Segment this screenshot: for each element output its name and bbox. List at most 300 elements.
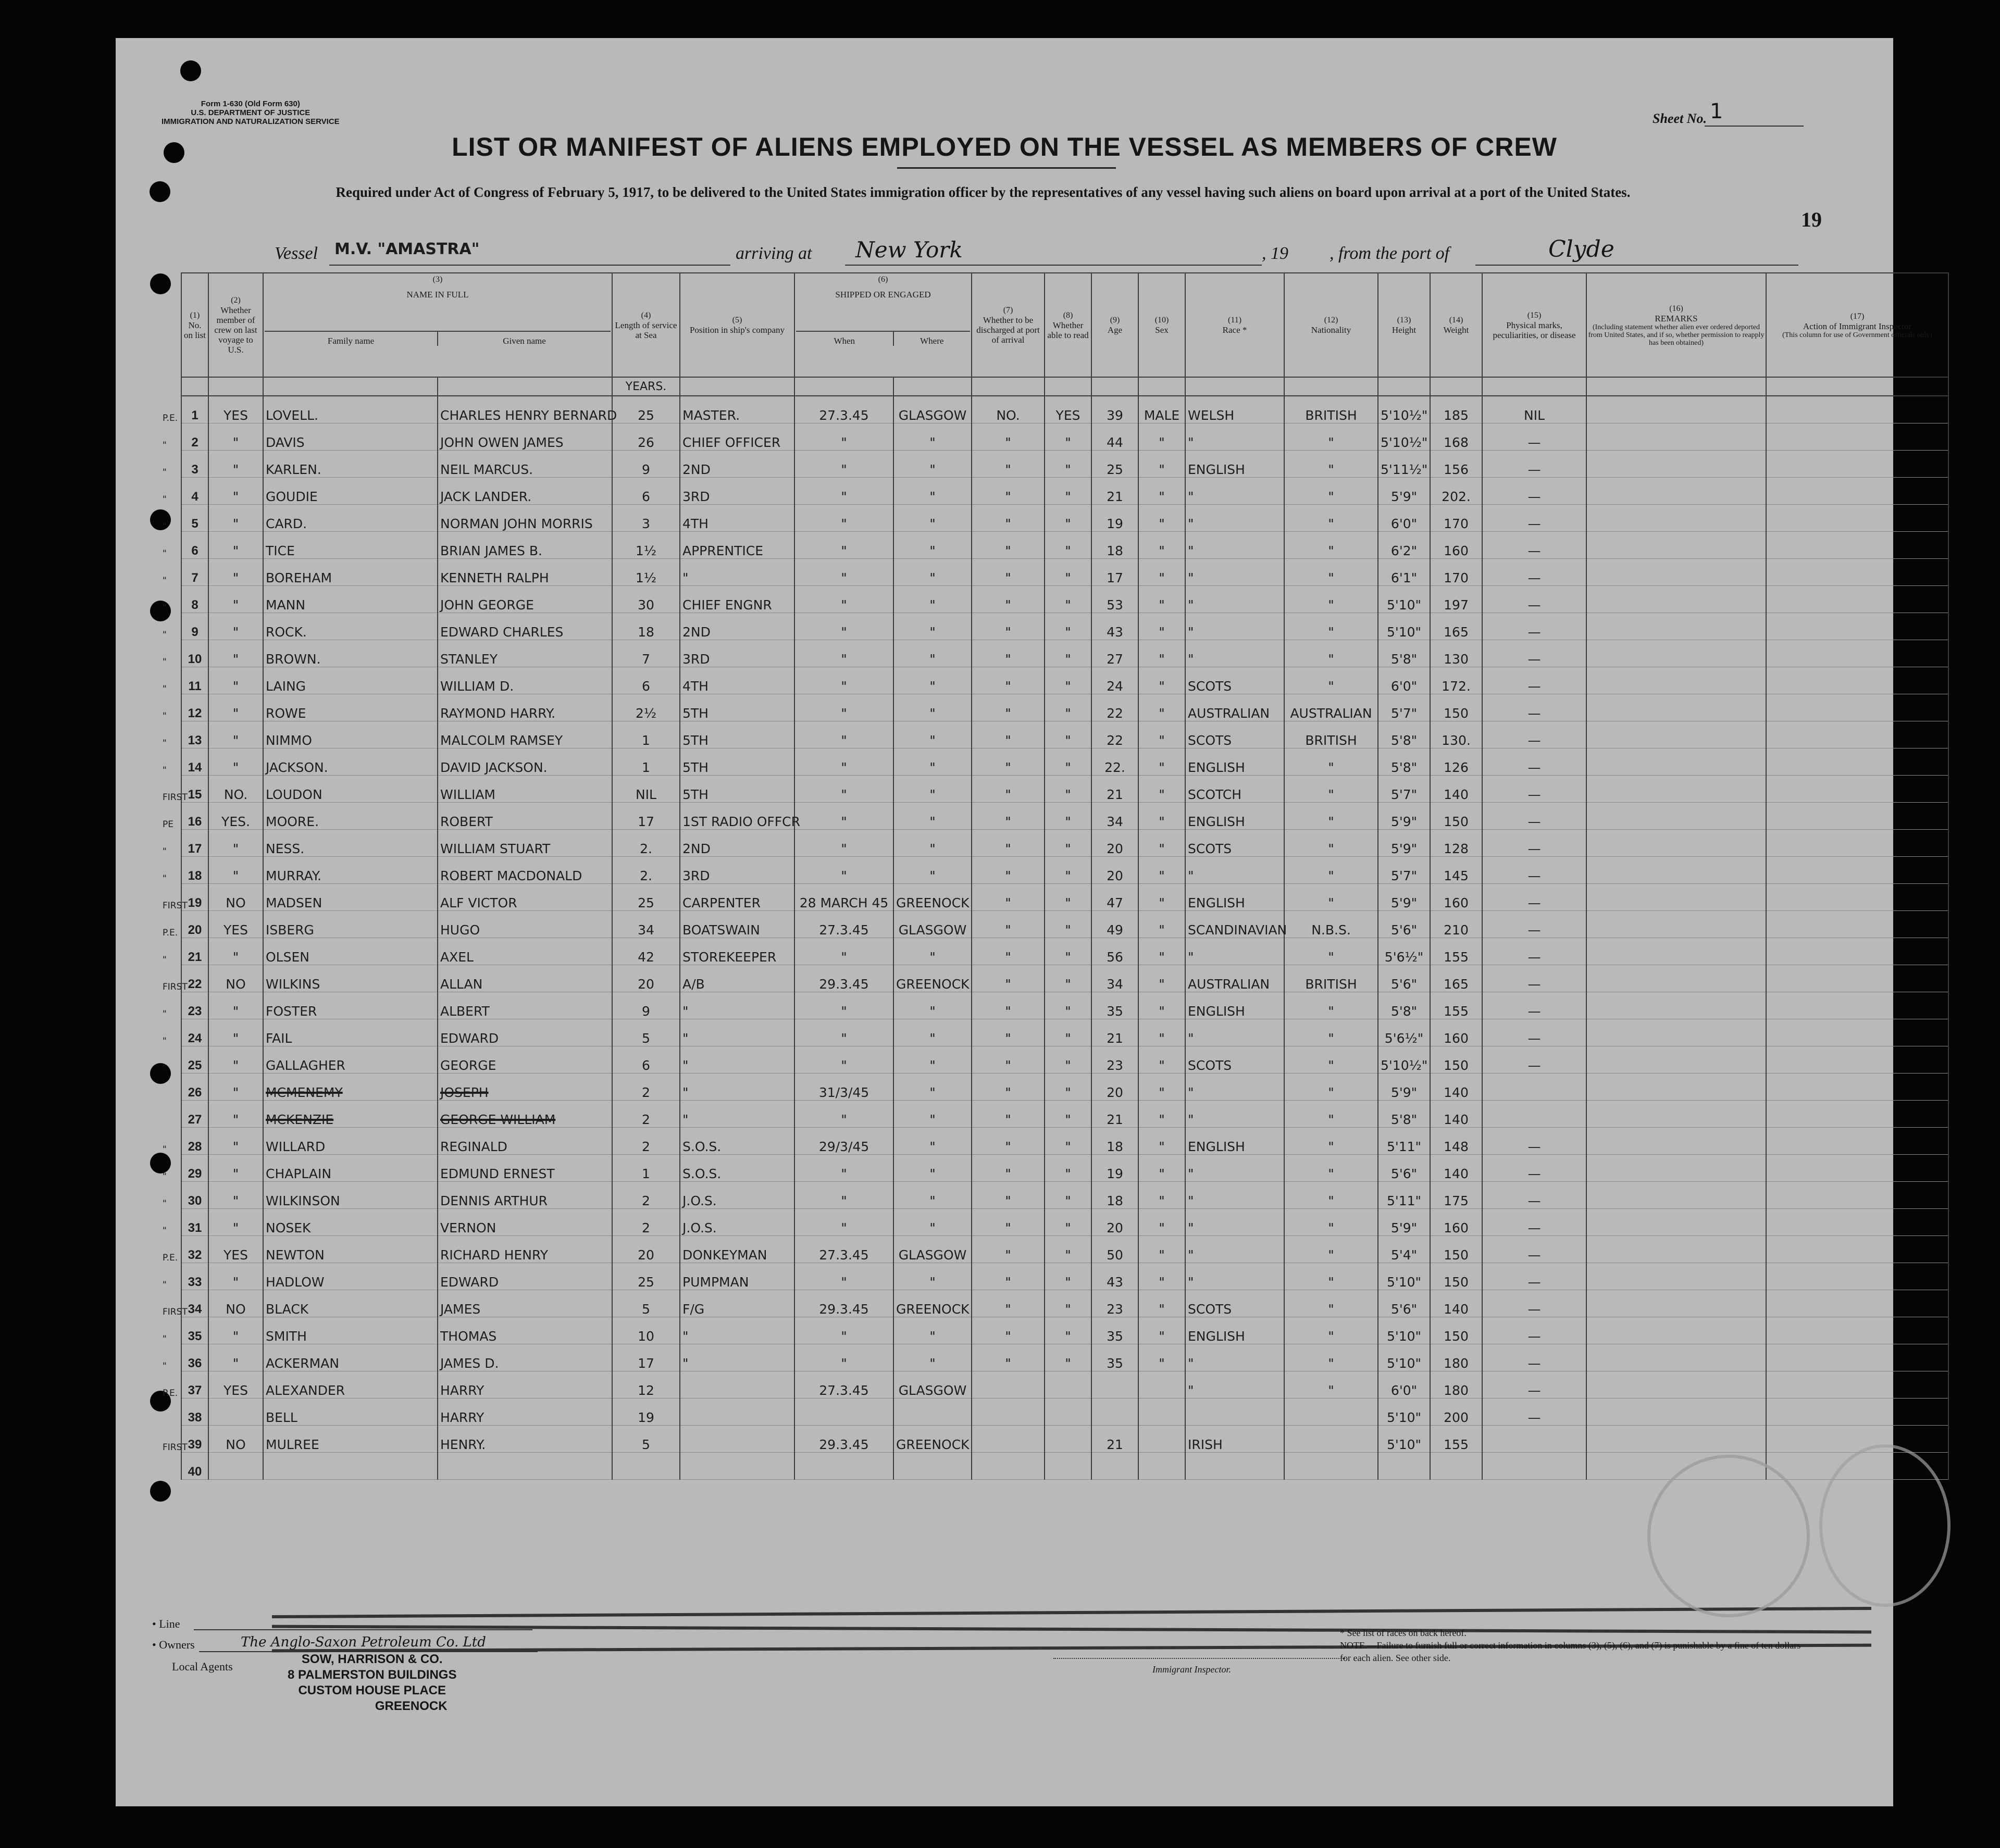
row-when: " (794, 992, 893, 1019)
agents-stamp: SOW, HARRISON & CO. 8 PALMERSTON BUILDINGS CUSTOM HOUSE PLACE GREENOCK (288, 1652, 457, 1713)
row-weight: 150 (1430, 803, 1482, 830)
row-race: " (1185, 613, 1284, 640)
crew-row (162, 559, 1948, 586)
row-discharged: " (972, 830, 1045, 857)
crew-row (162, 451, 1948, 478)
row-family-name: WILKINS (263, 965, 438, 992)
row-given-name: STANLEY (438, 640, 612, 667)
row-sex: " (1138, 1155, 1185, 1182)
row-given-name: ROBERT (438, 803, 612, 830)
row-discharged: " (972, 667, 1045, 694)
row-race: " (1185, 586, 1284, 613)
row-member: " (208, 1344, 263, 1371)
crew-row (162, 1317, 1948, 1344)
row-height: 5'9" (1378, 830, 1430, 857)
row-mark (162, 1399, 181, 1426)
sheet-no-value: 1 (1710, 99, 1723, 123)
row-no: 35 (181, 1317, 208, 1344)
row-given-name: HENRY. (438, 1426, 612, 1453)
row-height: 5'10" (1378, 586, 1430, 613)
crew-row (162, 992, 1948, 1019)
row-race: " (1185, 640, 1284, 667)
crew-row (162, 748, 1948, 776)
row-nationality: " (1284, 1209, 1378, 1236)
row-race: " (1185, 1209, 1284, 1236)
form-identifier (162, 99, 340, 126)
row-position: 2ND (680, 613, 794, 640)
header-race: (11) Race * (1185, 273, 1284, 377)
row-weight: 202. (1430, 478, 1482, 505)
row-no: 40 (181, 1453, 208, 1480)
row-race: ENGLISH (1185, 1317, 1284, 1344)
row-action (1766, 1263, 1948, 1290)
row-given-name (438, 1453, 612, 1480)
row-service: 1½ (612, 532, 680, 559)
row-nationality: " (1284, 1182, 1378, 1209)
row-where: " (893, 694, 972, 721)
row-when (794, 1399, 893, 1426)
row-given-name: EDMUND ERNEST (438, 1155, 612, 1182)
row-remarks (1586, 559, 1766, 586)
row-sex: " (1138, 857, 1185, 884)
header-position: (5) Position in ship's company (680, 273, 794, 377)
row-family-name: WILLARD (263, 1128, 438, 1155)
row-age: 18 (1091, 1128, 1138, 1155)
row-action (1766, 559, 1948, 586)
row-height: 5'7" (1378, 776, 1430, 803)
row-mark: " (162, 1046, 181, 1073)
row-nationality: " (1284, 586, 1378, 613)
row-member: " (208, 938, 263, 965)
row-weight: 210 (1430, 911, 1482, 938)
row-race (1185, 1399, 1284, 1426)
row-no: 14 (181, 748, 208, 776)
row-height: 5'8" (1378, 748, 1430, 776)
row-physical: — (1482, 992, 1586, 1019)
row-when: " (794, 721, 893, 748)
row-member: " (208, 1182, 263, 1209)
row-weight: 145 (1430, 857, 1482, 884)
crew-row (162, 721, 1948, 748)
row-height: 5'6½" (1378, 1019, 1430, 1046)
row-mark: " (162, 1182, 181, 1209)
row-no: 3 (181, 451, 208, 478)
row-no: 24 (181, 1019, 208, 1046)
row-weight: 175 (1430, 1182, 1482, 1209)
row-given-name: JACK LANDER. (438, 478, 612, 505)
row-mark: P.E. (162, 1371, 181, 1399)
row-race: SCOTS (1185, 667, 1284, 694)
row-given-name: WILLIAM STUART (438, 830, 612, 857)
row-given-name: NEIL MARCUS. (438, 451, 612, 478)
row-race: WELSH (1185, 396, 1284, 423)
row-when: " (794, 586, 893, 613)
row-service (612, 1453, 680, 1480)
row-remarks (1586, 478, 1766, 505)
row-given-name: KENNETH RALPH (438, 559, 612, 586)
row-sex: " (1138, 505, 1185, 532)
row-no: 33 (181, 1263, 208, 1290)
row-read: " (1045, 640, 1091, 667)
row-service: 30 (612, 586, 680, 613)
row-mark: " (162, 1155, 181, 1182)
row-family-name: ACKERMAN (263, 1344, 438, 1371)
row-sex: " (1138, 613, 1185, 640)
header-given-name: Given name (503, 336, 546, 346)
row-member: " (208, 505, 263, 532)
service-name: IMMIGRATION AND NATURALIZATION SERVICE (162, 117, 340, 126)
department-name: U.S. DEPARTMENT OF JUSTICE (191, 108, 310, 117)
row-family-name: CARD. (263, 505, 438, 532)
row-physical: — (1482, 911, 1586, 938)
row-member: " (208, 586, 263, 613)
row-where: " (893, 667, 972, 694)
row-weight: 155 (1430, 992, 1482, 1019)
row-nationality: " (1284, 857, 1378, 884)
row-where: " (893, 1019, 972, 1046)
row-where: GLASGOW (893, 1371, 972, 1399)
row-position: 5TH (680, 694, 794, 721)
row-no: 13 (181, 721, 208, 748)
row-where: " (893, 1317, 972, 1344)
arriving-port: New York (855, 237, 963, 263)
crew-row (162, 1209, 1948, 1236)
row-discharged: " (972, 857, 1045, 884)
row-height: 5'6" (1378, 1290, 1430, 1317)
row-when: " (794, 748, 893, 776)
header-discharged: (7) Whether to be discharged at port of arrival (972, 273, 1045, 377)
row-age: 23 (1091, 1046, 1138, 1073)
row-service: 26 (612, 423, 680, 451)
row-when: " (794, 640, 893, 667)
row-no: 26 (181, 1073, 208, 1101)
row-remarks (1586, 451, 1766, 478)
row-physical: — (1482, 1317, 1586, 1344)
row-member: " (208, 478, 263, 505)
header-name: (3) NAME IN FULL Family name Given name (263, 273, 612, 377)
row-discharged: " (972, 965, 1045, 992)
row-member: NO. (208, 776, 263, 803)
row-race: SCOTS (1185, 721, 1284, 748)
crew-row (162, 423, 1948, 451)
row-height: 5'10" (1378, 1399, 1430, 1426)
row-weight: 130 (1430, 640, 1482, 667)
row-physical (1482, 1101, 1586, 1128)
crew-row (162, 613, 1948, 640)
row-when: 29.3.45 (794, 965, 893, 992)
row-member: " (208, 721, 263, 748)
row-sex: " (1138, 1317, 1185, 1344)
row-position: 4TH (680, 505, 794, 532)
row-position (680, 1426, 794, 1453)
row-family-name: MOORE. (263, 803, 438, 830)
row-family-name: MCMENEMY (263, 1073, 438, 1101)
row-read: " (1045, 586, 1091, 613)
row-action (1766, 1182, 1948, 1209)
row-read: " (1045, 478, 1091, 505)
row-member: " (208, 667, 263, 694)
row-mark (162, 1101, 181, 1128)
row-action (1766, 1371, 1948, 1399)
row-nationality: " (1284, 1236, 1378, 1263)
row-member: NO (208, 1426, 263, 1453)
row-physical: — (1482, 857, 1586, 884)
row-action (1766, 965, 1948, 992)
row-given-name: CHARLES HENRY BERNARD (438, 396, 612, 423)
row-no: 38 (181, 1399, 208, 1426)
row-read: " (1045, 532, 1091, 559)
row-physical: — (1482, 532, 1586, 559)
row-discharged: " (972, 884, 1045, 911)
row-member: " (208, 451, 263, 478)
row-when: " (794, 776, 893, 803)
footer-line-label: • Line (152, 1617, 180, 1630)
row-where: GREENOCK (893, 884, 972, 911)
row-physical: — (1482, 505, 1586, 532)
row-height: 6'1" (1378, 559, 1430, 586)
row-member: " (208, 423, 263, 451)
row-service: 2½ (612, 694, 680, 721)
row-action (1766, 992, 1948, 1019)
row-where: " (893, 586, 972, 613)
row-race: ENGLISH (1185, 884, 1284, 911)
row-race: " (1185, 559, 1284, 586)
row-read: " (1045, 965, 1091, 992)
row-service: 34 (612, 911, 680, 938)
inspector-label: Immigrant Inspector. (1152, 1664, 1231, 1675)
years-label: YEARS. (612, 377, 680, 396)
row-member (208, 1399, 263, 1426)
row-mark: " (162, 1344, 181, 1371)
crew-row (162, 532, 1948, 559)
row-member: " (208, 830, 263, 857)
row-where: " (893, 1263, 972, 1290)
row-height: 6'0" (1378, 1371, 1430, 1399)
row-position: 4TH (680, 667, 794, 694)
row-sex: " (1138, 884, 1185, 911)
row-remarks (1586, 748, 1766, 776)
table-header (162, 273, 1948, 396)
row-physical: — (1482, 884, 1586, 911)
header-no: (1) No. on list (181, 273, 208, 377)
row-position: 3RD (680, 857, 794, 884)
row-family-name: ROCK. (263, 613, 438, 640)
row-when: " (794, 1101, 893, 1128)
row-no: 34 (181, 1290, 208, 1317)
header-nationality: (12) Nationality (1284, 273, 1378, 377)
crew-row (162, 884, 1948, 911)
row-discharged: " (972, 1155, 1045, 1182)
row-mark: " (162, 938, 181, 965)
row-weight: 180 (1430, 1371, 1482, 1399)
row-read: " (1045, 423, 1091, 451)
row-action (1766, 1290, 1948, 1317)
crew-table (162, 272, 1949, 1480)
row-when: 29.3.45 (794, 1290, 893, 1317)
row-nationality: " (1284, 532, 1378, 559)
row-where: " (893, 1182, 972, 1209)
row-member: " (208, 748, 263, 776)
row-when: " (794, 559, 893, 586)
form-number: Form 1-630 (Old Form 630) (201, 99, 300, 108)
row-given-name: WILLIAM D. (438, 667, 612, 694)
row-discharged: " (972, 938, 1045, 965)
row-weight: 170 (1430, 505, 1482, 532)
row-sex: " (1138, 721, 1185, 748)
row-discharged: " (972, 803, 1045, 830)
row-physical: — (1482, 1128, 1586, 1155)
row-physical: — (1482, 776, 1586, 803)
row-sex (1138, 1371, 1185, 1399)
official-seal-stamp (1647, 1455, 1810, 1617)
crew-row (162, 1128, 1948, 1155)
row-family-name: BOREHAM (263, 559, 438, 586)
crew-row (162, 830, 1948, 857)
row-nationality: " (1284, 1128, 1378, 1155)
row-physical: — (1482, 1263, 1586, 1290)
row-read: " (1045, 857, 1091, 884)
row-race: " (1185, 1101, 1284, 1128)
row-no: 2 (181, 423, 208, 451)
row-position (680, 1453, 794, 1480)
row-read: " (1045, 1128, 1091, 1155)
row-family-name: FAIL (263, 1019, 438, 1046)
row-height: 5'10" (1378, 1426, 1430, 1453)
row-service: 2 (612, 1073, 680, 1101)
row-remarks (1586, 1046, 1766, 1073)
row-height: 6'2" (1378, 532, 1430, 559)
row-weight: 140 (1430, 1073, 1482, 1101)
row-family-name: MURRAY. (263, 857, 438, 884)
row-physical: — (1482, 1209, 1586, 1236)
row-when: " (794, 1182, 893, 1209)
row-age: 22 (1091, 721, 1138, 748)
row-given-name: VERNON (438, 1209, 612, 1236)
row-weight: 130. (1430, 721, 1482, 748)
row-age: 21 (1091, 1019, 1138, 1046)
row-sex: " (1138, 1236, 1185, 1263)
row-where: " (893, 776, 972, 803)
row-where: GREENOCK (893, 965, 972, 992)
row-member: " (208, 1155, 263, 1182)
header-where: Where (920, 336, 944, 346)
row-action (1766, 1128, 1948, 1155)
row-member: " (208, 1128, 263, 1155)
row-no: 29 (181, 1155, 208, 1182)
row-when: " (794, 1317, 893, 1344)
row-sex: " (1138, 1128, 1185, 1155)
footer-notes (1340, 1627, 1809, 1664)
row-action (1766, 830, 1948, 857)
row-position: 5TH (680, 721, 794, 748)
row-no: 11 (181, 667, 208, 694)
crew-row (162, 1344, 1948, 1371)
row-mark: FIRST (162, 1290, 181, 1317)
row-mark: " (162, 586, 181, 613)
row-family-name: SMITH (263, 1317, 438, 1344)
row-service: 6 (612, 667, 680, 694)
row-where: " (893, 1101, 972, 1128)
arriving-line (845, 265, 1262, 266)
row-age: 22. (1091, 748, 1138, 776)
row-action (1766, 1344, 1948, 1371)
row-nationality: " (1284, 1073, 1378, 1101)
row-sex: " (1138, 938, 1185, 965)
row-given-name: ROBERT MACDONALD (438, 857, 612, 884)
row-mark: " (162, 1263, 181, 1290)
row-read: " (1045, 505, 1091, 532)
row-where: " (893, 505, 972, 532)
row-age: 25 (1091, 451, 1138, 478)
row-physical: — (1482, 423, 1586, 451)
row-when: " (794, 830, 893, 857)
row-position: 5TH (680, 776, 794, 803)
row-no: 6 (181, 532, 208, 559)
row-mark: " (162, 1019, 181, 1046)
row-race: " (1185, 1182, 1284, 1209)
row-sex: " (1138, 1101, 1185, 1128)
row-age: 17 (1091, 559, 1138, 586)
crew-row (162, 965, 1948, 992)
row-read: " (1045, 451, 1091, 478)
row-sex: " (1138, 776, 1185, 803)
crew-row (162, 1426, 1948, 1453)
row-nationality: " (1284, 1344, 1378, 1371)
crew-rows (162, 396, 1948, 1480)
row-read: " (1045, 721, 1091, 748)
row-remarks (1586, 1317, 1766, 1344)
row-sex: " (1138, 1344, 1185, 1371)
row-family-name: BROWN. (263, 640, 438, 667)
row-where: " (893, 1209, 972, 1236)
vessel-line (329, 265, 730, 266)
row-given-name: EDWARD (438, 1263, 612, 1290)
row-mark: FIRST (162, 776, 181, 803)
sheet-no-label: Sheet No. (1653, 111, 1707, 126)
row-weight: 150 (1430, 694, 1482, 721)
row-given-name: ALBERT (438, 992, 612, 1019)
row-action (1766, 423, 1948, 451)
row-no: 18 (181, 857, 208, 884)
row-discharged (972, 1399, 1045, 1426)
row-family-name: OLSEN (263, 938, 438, 965)
row-physical: — (1482, 803, 1586, 830)
row-service: 1 (612, 748, 680, 776)
row-weight: 150 (1430, 1263, 1482, 1290)
row-age (1091, 1399, 1138, 1426)
row-weight: 148 (1430, 1128, 1482, 1155)
row-where: " (893, 830, 972, 857)
row-service: 20 (612, 1236, 680, 1263)
row-no: 5 (181, 505, 208, 532)
row-sex: " (1138, 911, 1185, 938)
row-action (1766, 803, 1948, 830)
row-action (1766, 667, 1948, 694)
row-given-name: GEORGE (438, 1046, 612, 1073)
row-member: " (208, 1101, 263, 1128)
row-read: YES (1045, 396, 1091, 423)
row-service: 5 (612, 1426, 680, 1453)
row-weight: 172. (1430, 667, 1482, 694)
row-action (1766, 1073, 1948, 1101)
row-sex: " (1138, 1263, 1185, 1290)
row-where: " (893, 992, 972, 1019)
row-family-name (263, 1453, 438, 1480)
row-service: 2 (612, 1101, 680, 1128)
row-given-name: BRIAN JAMES B. (438, 532, 612, 559)
row-read: " (1045, 613, 1091, 640)
row-service: 1 (612, 1155, 680, 1182)
